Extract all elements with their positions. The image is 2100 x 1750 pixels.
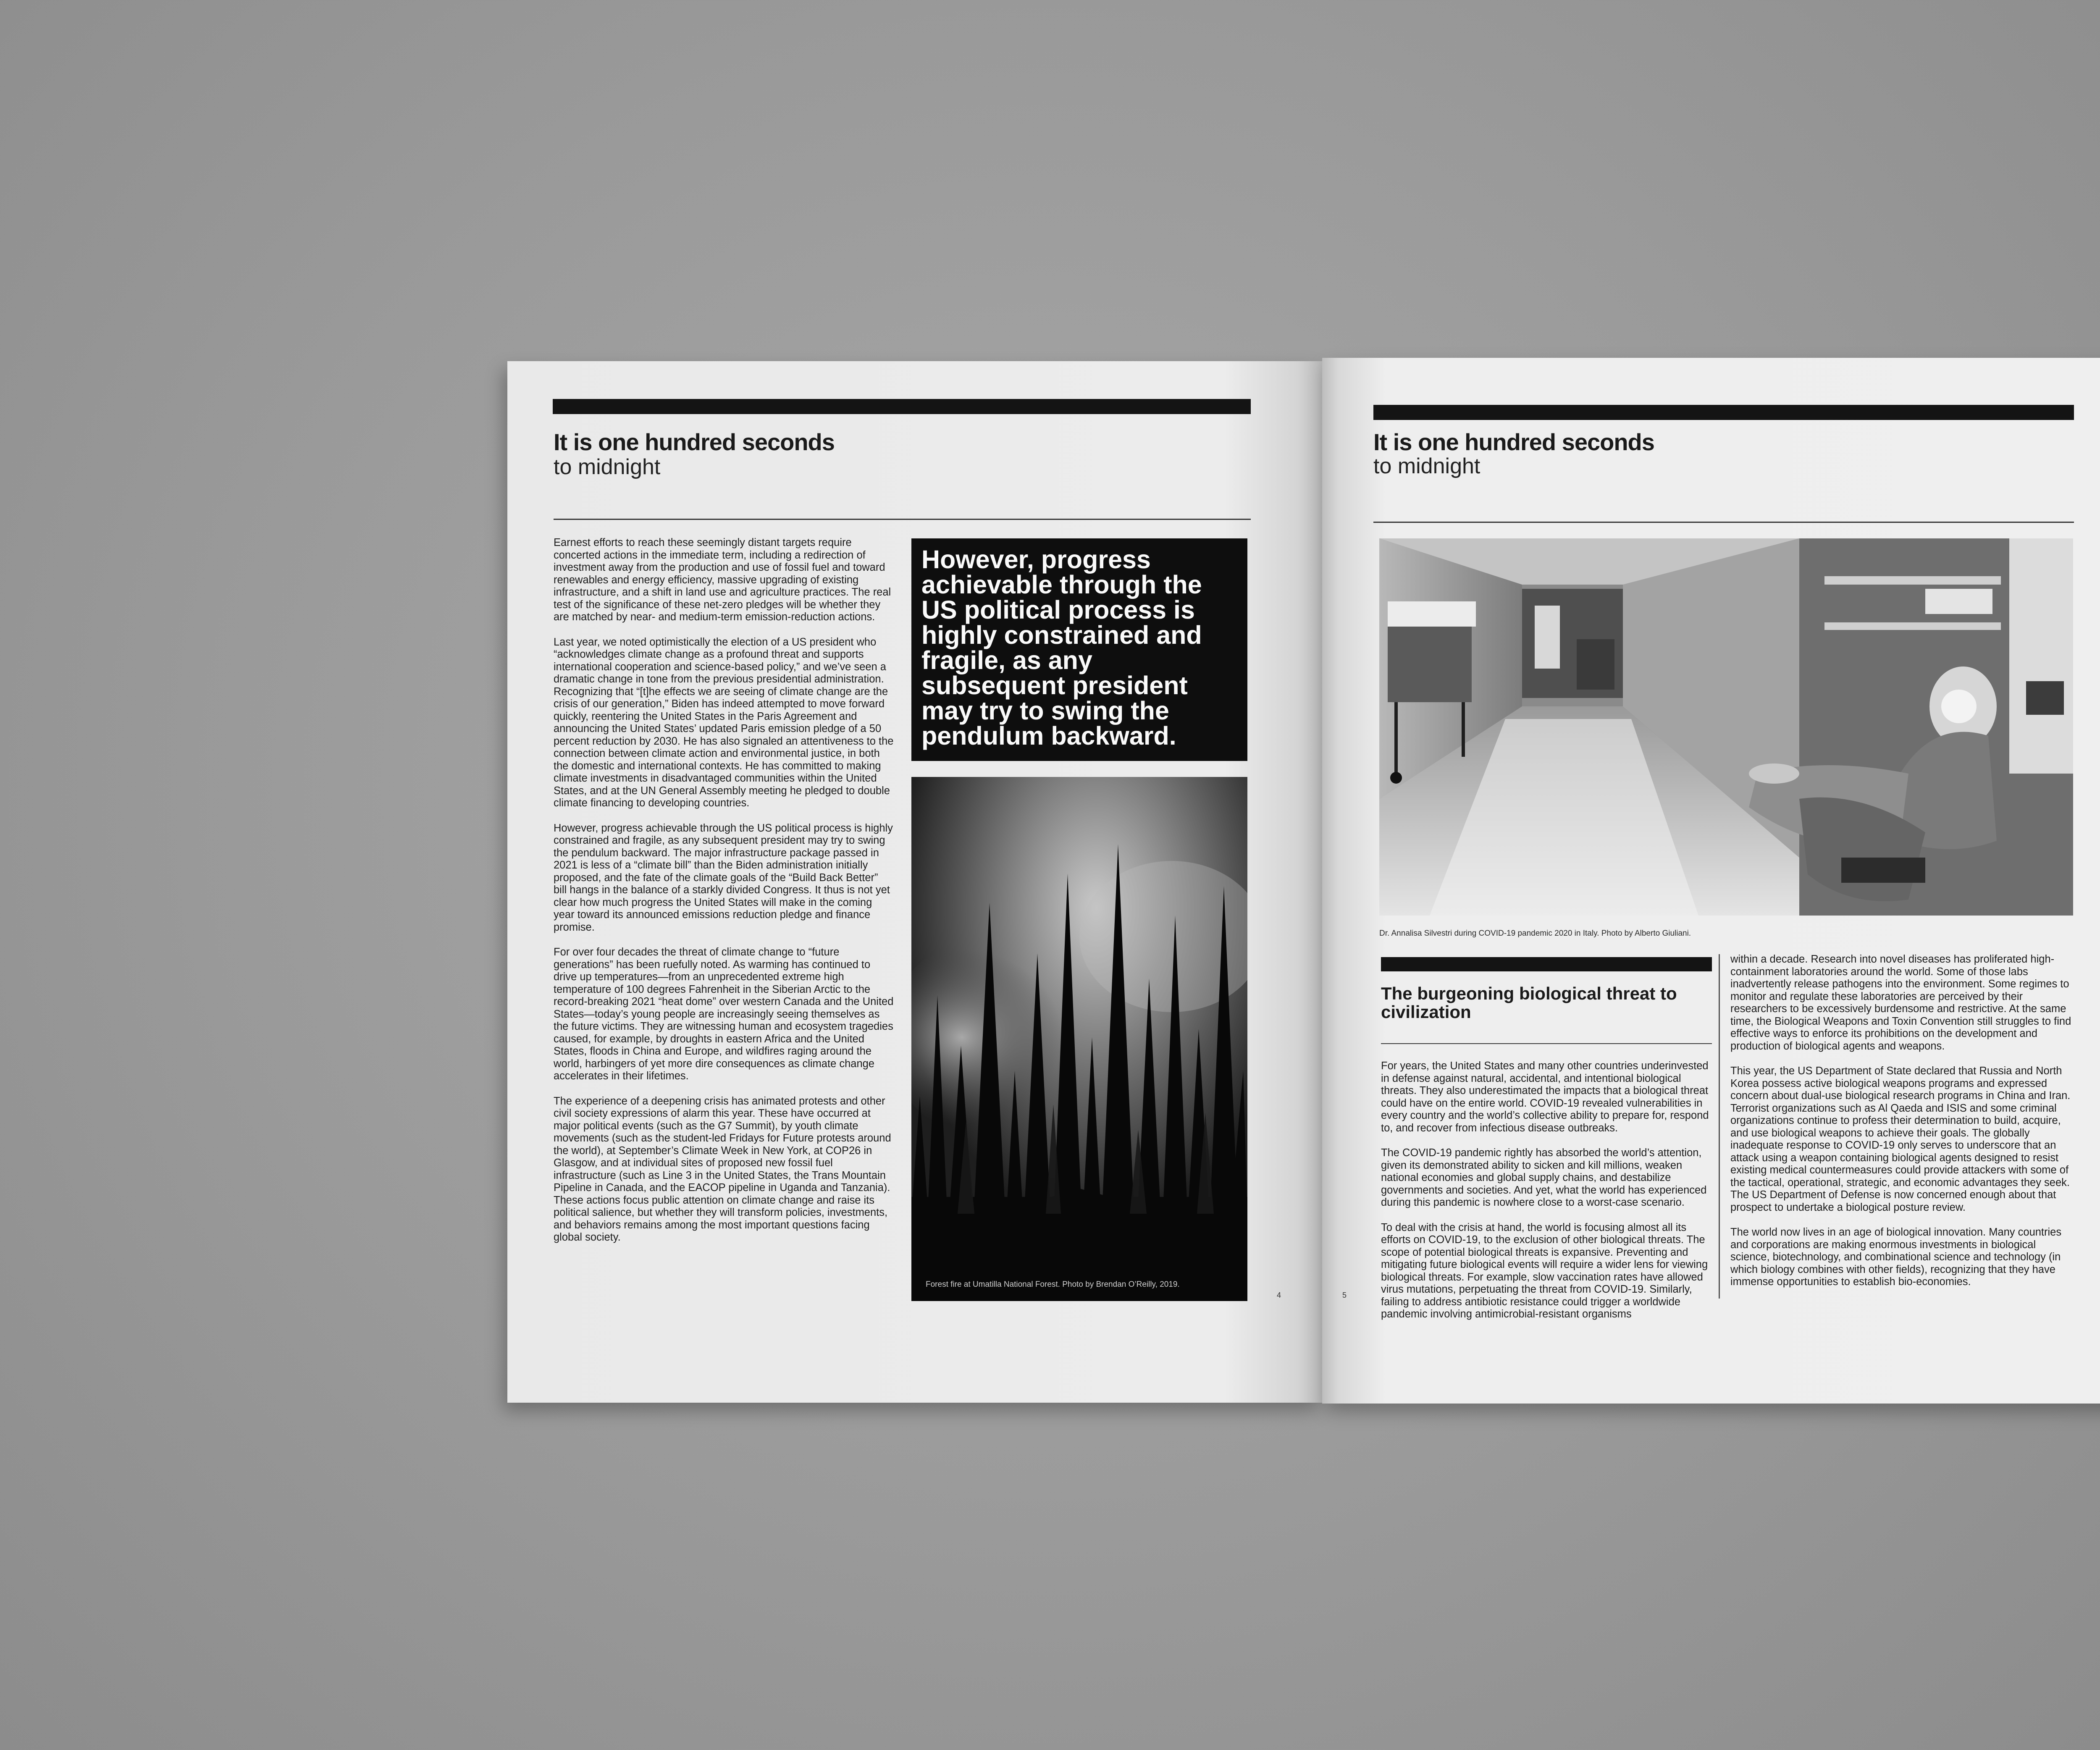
right-page [1322,358,2100,1404]
photo-caption: Dr. Annalisa Silvestri during COVID-19 pandemic 2020 in Italy. Photo by Alberto Giuliani. [1379,929,1691,938]
section-bar [1381,957,1712,971]
body-paragraph: This year, the US Department of State declared that Russia and North Korea possess active biological weapons programs and expressed concern about dual-use biological research programs in China and Iran. Terrorist organizations such as Al Qaeda and ISIS and some criminal organizations continue to profess their determination to build, acquire, and use biological weapons to achieve their goals. The globally inadequate response to COVID-19 only serves to underscore that an attack using a weapon containing biological agents designed to resist existing medical countermeasures could provide attackers with some of the tactical, operational, strategic, and economic advantages they seek. The US Department of Defense is now concerned enough about that prospect to undertake a biological posture review. [1730,1065,2071,1213]
body-paragraph: For years, the United States and many other countries underinvested in defense against natural, accidental, and intentional biological threats. They also underestimated the impacts that a biological threat could have on the entire world. COVID-19 revealed vulnerabilities in every country and the world’s collective ability to prepare for, respond to, and recover from infectious disease outbreaks. [1381,1060,1709,1134]
forest-fire-photo [911,777,1247,1301]
header-rule [554,519,1251,520]
column-divider [1719,954,1720,1299]
body-paragraph: The COVID-19 pandemic rightly has absorbed the world’s attention, given its demonstrated ability to sicken and kill millions, weaken national economies and global supply chains, and destabilize governments and societies. And yet, what the world has experienced during this pandemic is nowhere close to a worst-case scenario. [1381,1147,1707,1208]
body-paragraph: The experience of a deepening crisis has animated protests and other civil society expressions of alarm this year. These have occurred at major political events (such as the G7 Summit), by youth climate movements (such as the student-led Fridays for Future protests around the world), at September’s Climate Week in New York, at COP26 in Glasgow, and at individual sites of proposed new fossil fuel infrastructure (such as Line 3 in the United States, the Trans Mountain Pipeline in Canada, and the EACOP pipeline in Uganda and Tanzania). These actions focus public attention on climate change and raise its political salience, but whether they will transform policies, investments, and behaviors remains among the most important questions facing global society. [554,1095,891,1243]
body-column-2 [1730,953,2071,1301]
header-rule [1373,522,2074,523]
page-subtitle: to midnight [554,455,661,479]
page-number: 4 [1277,1291,1281,1299]
pull-quote-text: However, progress achievable through the US political process is highly constrained and fragile, as any subsequent president may try to swing the pendulum backward. [921,545,1202,750]
photo-caption: Forest fire at Umatilla National Forest. Photo by Brendan O’Reilly, 2019. [926,1280,1180,1289]
body-column-1 [1381,1060,1717,1333]
body-paragraph: Earnest efforts to reach these seemingly distant targets require concerted actions in the immediate term, including a redirection of investment away from the production and use of fossil fuel and toward renewables and energy efficiency, massive upgrading of existing infrastructure, and a shift in land use and agriculture practices. The real test of the significance of these net-zero pledges will be whether they are matched by near- and medium-term emission-reduction actions. [554,537,891,623]
hospital-image [1379,538,2073,916]
page-number: 5 [1342,1291,1347,1299]
header-bar [1373,405,2074,420]
section-rule [1381,1043,1712,1044]
forest-fire-image [911,777,1247,1301]
body-paragraph: However, progress achievable through the US political process is highly constrained and fragile, as any subsequent president may try to swing the pendulum backward. The major infrastructure package passed in 2021 is less of a “climate bill” than the Biden administration initially proposed, and the fate of the climate goals of the “Build Back Better” bill hangs in the balance of a starkly divided Congress. It thus is not yet clear how much progress the United States will make in the coming year toward its announced emissions reduction pledge and finance promise. [554,822,893,933]
body-paragraph: To deal with the crisis at hand, the world is focusing almost all its efforts on COVID-19, to the exclusion of other biological threats. The scope of potential biological threats is expansive. Preventing and mitigating future biological events will require a wider lens for viewing biological threats. For example, slow vaccination rates have allowed virus mutations, perpetuating the threat from COVID-19. Similarly, failing to address antibiotic resistance could trigger a worldwide pandemic involving antimicrobial-resistant organisms [1381,1221,1708,1320]
body-paragraph: Last year, we noted optimistically the election of a US president who “acknowledges climate change as a profound threat and supports international cooperation and science-based policy,” and we’ve seen a dramatic change in tone from the previous presidential administration. Recognizing that “[t]he effects we are seeing of climate change are the crisis of our generation,” Biden has indeed attempted to move forward quickly, reentering the United States in the Paris Agreement and announcing the United States’ updated Paris emission pledge of a 50 percent reduction by 2030. He has also signaled an attentiveness to the connection between climate action and environmental justice, in both the domestic and international contexts. He has committed to making climate investments in disadvantaged communities within the United States, and at the UN General Assembly meeting he pledged to double climate financing to developing countries. [554,636,894,809]
left-page [507,361,1322,1403]
pull-quote [911,538,1247,761]
hospital-photo [1379,538,2073,916]
section-heading: The burgeoning biological threat to civilization [1381,984,1677,1022]
body-paragraph: The world now lives in an age of biological innovation. Many countries and corporations are making enormous investments in biological science, biotechnology, and combinational science and technology (in which biology combines with other fields), recognizing that they have immense opportunities to establish bio-economies. [1730,1226,2062,1288]
body-column [554,537,894,1257]
body-paragraph: For over four decades the threat of climate change to “future generations” has been ruefully noted. As warming has continued to drive up temperatures—from an unprecedented extreme high temperature of 100 degrees Fahrenheit in the Siberian Arctic to the record-breaking 2021 “heat dome” over western Canada and the United States—today’s young people are increasingly seeing themselves as the future victims. They are witnessing human and ecosystem tragedies caused, for example, by droughts in eastern Africa and the United States, floods in China and Europe, and wildfires raging around the world, harbingers of yet more dire consequences as climate change accelerates in their lifetimes. [554,946,894,1082]
page-title: It is one hundred seconds [554,429,835,455]
header-bar [553,399,1251,414]
page-title: It is one hundred seconds [1373,429,1654,455]
body-paragraph: within a decade. Research into novel diseases has proliferated high-containment laboratories around the world. Some of those labs inadvertently release pathogens into the environment. Some regimes to monitor and regulate these laboratories are perceived by their researchers to be excessively burdensome and restrictive. At the same time, the Biological Weapons and Toxin Convention still struggles to find effective ways to enforce its prohibitions on the development and production of biological agents and weapons. [1730,953,2071,1052]
page-subtitle: to midnight [1373,454,1480,478]
